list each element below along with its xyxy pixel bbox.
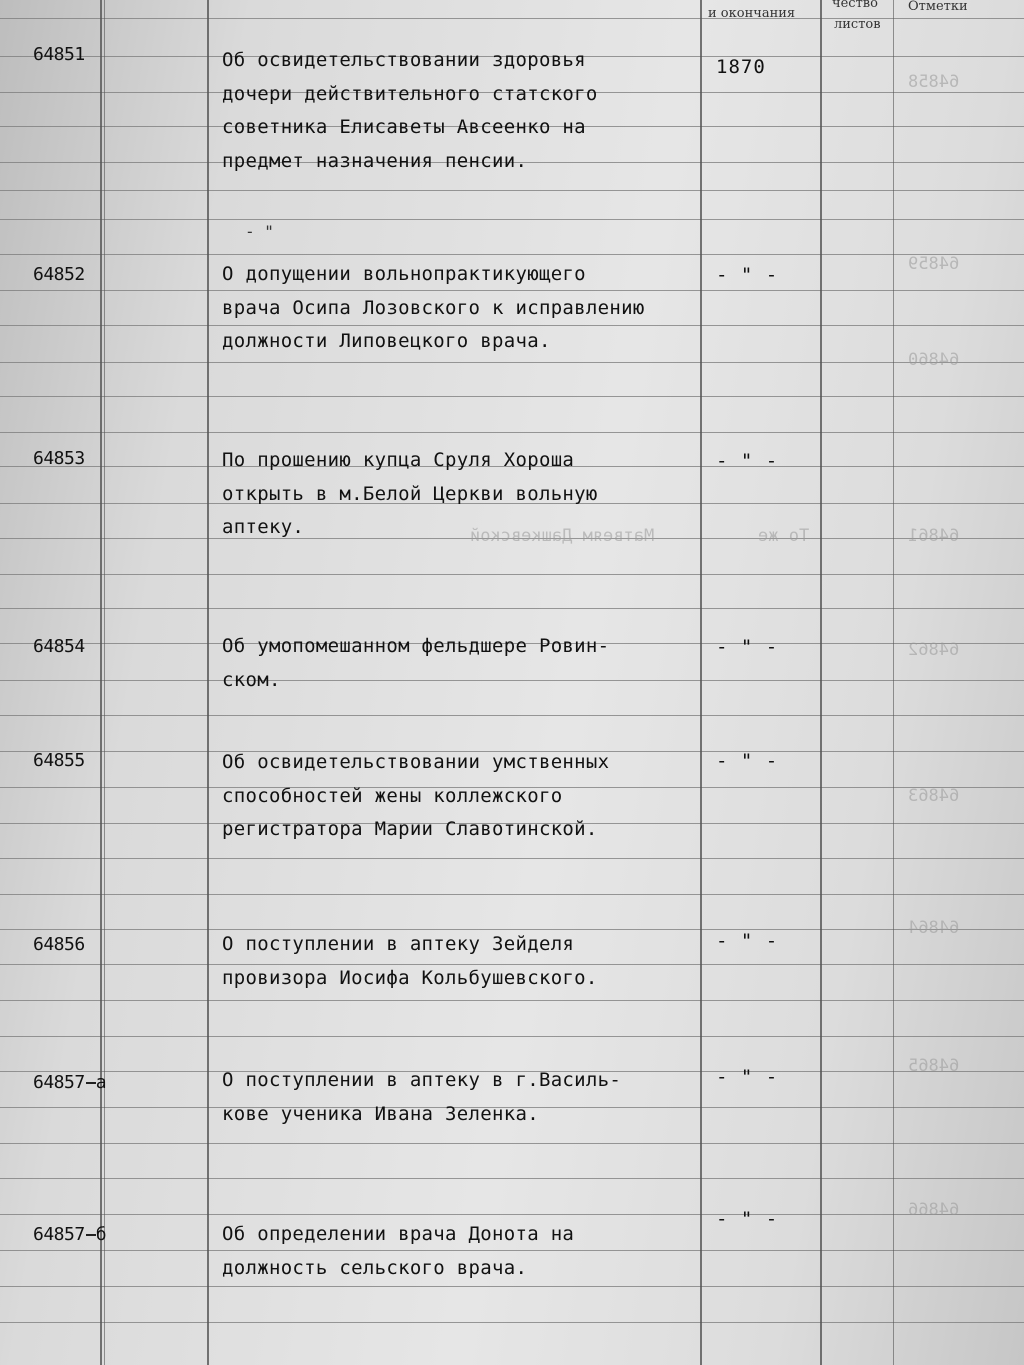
bleed-number: 64859 [908,254,960,274]
bleed-number: 64863 [908,786,960,806]
entry-title: О допущении вольнопрактикующего врача Осипа Лозовского к исправлению должности Липовецкого врача. [222,263,645,352]
bleed-number: 64858 [908,72,960,92]
entry-number: 64851 [33,44,85,65]
entry-date: - " - [716,450,779,472]
entry-number: 64853 [33,448,85,469]
entry-title: Об освидетельствовании здоровья дочери действительного статского советника Елисаветы Авсеенко на предмет назначения пенсии. [222,49,598,172]
entry-title: О поступлении в аптеку Зейделя провизора Иосифа Кольбушевского. [222,933,598,989]
entry-title: О поступлении в аптеку в г.Василь- кове ученика Ивана Зеленка. [222,1069,622,1125]
entry-number: 64857 б [33,1224,107,1245]
entry-date: - " - [716,636,779,658]
bleed-text: То же [758,526,810,546]
bleed-text: Матвеям Дашкевской [470,526,655,546]
entry-number: 64852 [33,264,85,285]
entry-number: 64854 [33,636,85,657]
bleed-number: 64860 [908,350,960,370]
entry-title: Об освидетельствовании умственных способностей жены коллежского регистратора Марии Славотинской. [222,751,610,840]
entry-number: 64855 [33,750,85,771]
bleed-number: 64861 [908,526,960,546]
ditto-mark: - " [245,222,274,241]
entry-date: - " - [716,264,779,286]
header-dates-label: и окончания [708,6,796,21]
entry-title: По прошению купца Сруля Хороша открыть в м.Белой Церкви вольную аптеку. [222,449,598,538]
entry-number: 64856 [33,934,85,955]
entry-date: 1870 [716,56,766,78]
entry-date: - " - [716,750,779,772]
entry-date: - " - [716,1066,779,1088]
entry-number: 64857 а [33,1072,107,1093]
entry-title: Об умопомешанном фельдшере Ровин- ском. [222,635,610,691]
header-notes-label: Отметки [908,0,968,14]
entry-date: - " - [716,930,779,952]
header-sheets-label-1: чество [832,0,878,11]
entry-date: - " - [716,1208,779,1230]
bleed-number: 64862 [908,640,960,660]
header-sheets-label-2: листов [834,17,881,32]
entry-title: Об определении врача Донота на должность сельского врача. [222,1223,575,1279]
bleed-number: 64865 [908,1056,960,1076]
bleed-number: 64864 [908,918,960,938]
bleed-number: 64866 [908,1200,960,1220]
